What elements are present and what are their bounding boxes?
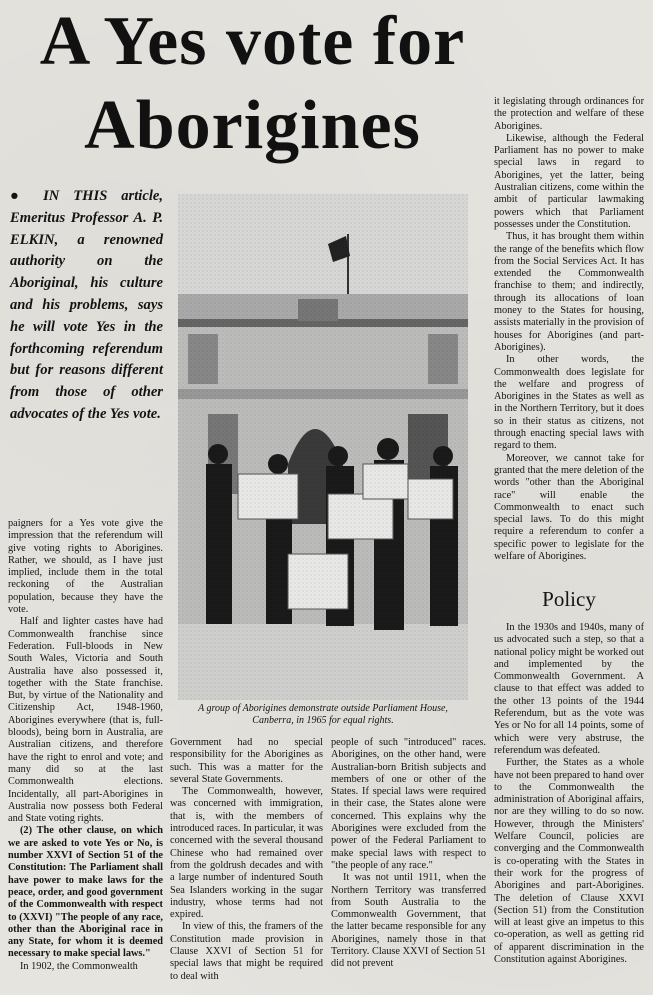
paragraph: In 1902, the Commonwealth <box>20 960 138 972</box>
paragraph: In other words, the Commonwealth does legislate for the welfare and progress of Aborigines in the States as well as in the Northern Territory, but it does so in their status as citizens, not through enacting special laws with regard to them. <box>494 354 644 452</box>
paragraph: The Commonwealth, however, was concerned with immigration, that is, with the members of introduced races. In particular, it was concerned with the several thousand Chinese who had remained over from the goldrush decades and with a large number of indentured South Sea Islanders working in the sugar industry, whose terms had not expired. <box>170 786 323 921</box>
column-3 <box>331 737 486 971</box>
bullet-icon: ● <box>10 188 44 204</box>
subhead-policy: Policy <box>542 587 596 611</box>
intro-blurb <box>10 186 163 426</box>
paragraph: In view of this, the framers of the Constitution made provision in Clause XXVI of Section 51 for special laws that might be required to deal with <box>170 921 323 982</box>
paragraph: people of such "introduced" races. Aborigines, on the other hand, were Australian-born British subjects and members of one or other of the States. If special laws were required in their case, the States alone were concerned. This explains why the Aborigines were excluded from the power of the Federal Parliament to make special laws with respect to "the people of any race." <box>331 737 486 871</box>
paragraph: Likewise, although the Federal Parliament has no power to make special laws in regard to Aborigines, yet the latter, being Australian citizens, come within the ambit of particular lawmaking powers which that Parliament possesses under the Constitution. <box>494 132 644 230</box>
column-4 <box>494 96 644 563</box>
column-1 <box>8 518 163 973</box>
paragraph: In the 1930s and 1940s, many of us advocated such a step, so that a national policy might be worked out and implemented by the Commonwealth Government. A clause to that effect was added to the other 13 points of the 1944 Referendum, but as the vote was Yes or No for all 14 points, some of which were very abstruse, the referendum was defeated. <box>494 622 644 756</box>
paragraph: Government had no special responsibility for the Aborigines as such. This was a matter for the several State Governments. <box>170 737 323 785</box>
paragraph-clause: (2) The other clause, on which we are asked to vote Yes or No, is number XXVI of Section 51 of the Constitution: The Parliament shall have power to make laws for the peace, order, and good government of the Commonwealth with respect to (XXVI) "The people of any race, other than the Aboriginal race in any State, for whom it is deemed necessary to make special laws." <box>8 825 163 960</box>
paragraph: Half and lighter castes have had Commonwealth franchise since Federation. Full-bloods in New South Wales, Victoria and South Australia have also possessed it, together with the State franchise. But, by virtue of the Nationality and Citizenship Act, 1948-1960, Aborigines everywhere (that is, full-bloods), being born in Australia, are Australian citizens, and therefore have the right to enrol and vote; and many did so at the last Commonwealth elections. Incidentally, all part-Aborigines in Australia now possess both Federal and State voting rights. <box>8 616 163 825</box>
photo-demonstration <box>178 194 468 700</box>
photo-caption: A group of Aborigines demonstrate outside Parliament House, Canberra, in 1965 for equal rights. <box>198 703 448 726</box>
column-2 <box>170 737 323 983</box>
paragraph: Moreover, we cannot take for granted that the mere deletion of the words "other than the Aboriginal race" will enable the Commonwealth to enact such special laws. To do this might require a referendum to confer a specific power to legislate for the welfare of Aborigines. <box>494 452 644 562</box>
headline: A Yes vote for Aborigines <box>39 3 466 164</box>
paragraph: Further, the States as a whole have not been prepared to hand over to the Commonwealth the administration of Aboriginal affairs, nor are they willing to do so now. However, through the Ministers' Welfare Council, policies are converging and the Commonwealth is co-operating with the States in their work for the progress of Aborigines and part-Aborigines. The deletion of Clause XXVI (Section 51) from the Constitution will at least give an impetus to this co-operation, as well as getting rid of apparent discrimination in the Constitution against Aborigines. <box>494 757 644 966</box>
paragraph: Thus, it has brought them within the range of the benefits which flow from the Social Services Act. It has extended the Commonwealth franchise to them; and indirectly, through its allocations of loan money to the States for housing, assists materially in the provision of houses for Aborigines (and part-Aborigines). <box>494 231 644 353</box>
column-4-policy <box>494 622 644 966</box>
paragraph: It was not until 1911, when the Northern Territory was transferred from South Australia to the Commonwealth Government, that the latter became responsible for any Aborigines, namely those in that Territory. Clause XXVI of Section 51 did not prevent <box>331 872 486 970</box>
intro-text: IN THIS article, Emeritus Professor A. P. ELKIN, a renowned authority on the Aboriginal, his culture and his problems, says he will vote Yes in the forthcoming referendum but for reasons different from those of other advocates of the Yes vote. <box>10 188 163 422</box>
paragraph: it legislating through ordinances for the protection and welfare of these Aborigines. <box>494 96 644 132</box>
paragraph: paigners for a Yes vote give the impression that the referendum will give voting rights to Aborigines. Rather, we should, as I have just implied, include them in the total reckoning of the Australian population, because they have the vote. <box>8 518 163 616</box>
